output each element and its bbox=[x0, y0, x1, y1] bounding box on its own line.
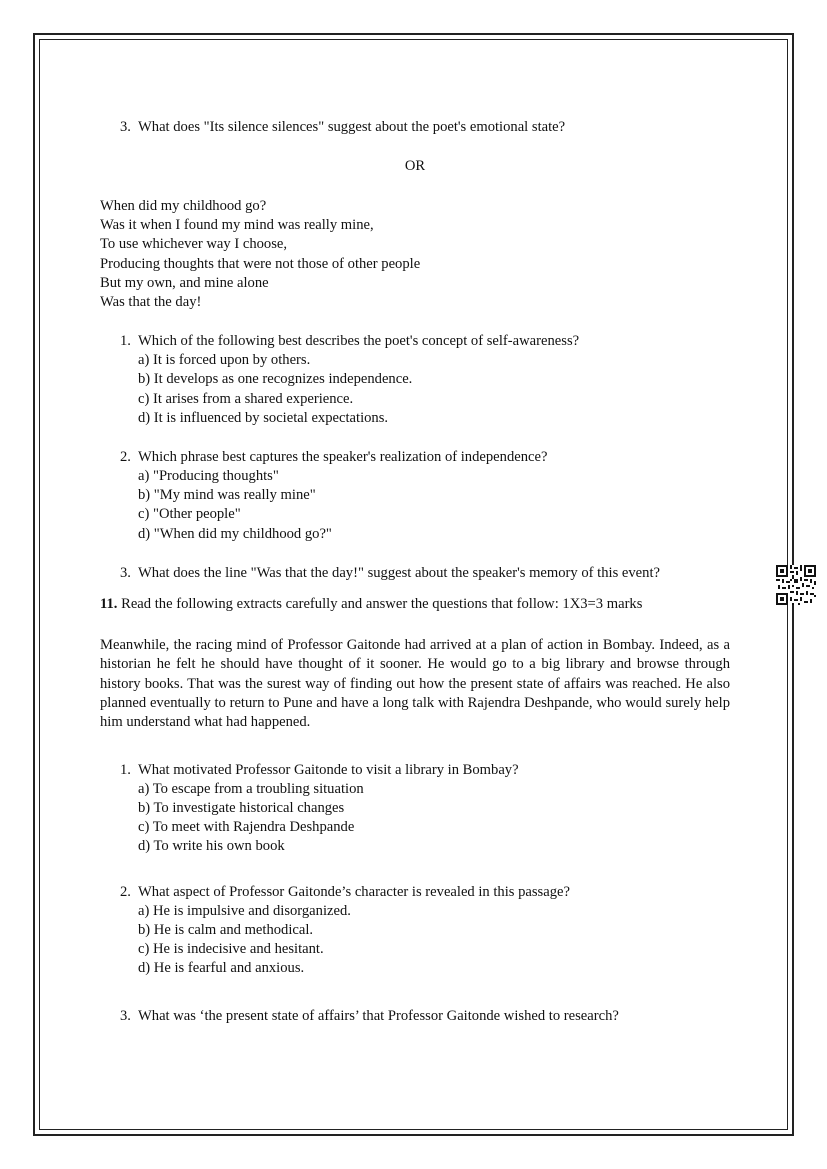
poem-line: When did my childhood go? bbox=[100, 198, 267, 214]
prose-passage: Meanwhile, the racing mind of Professor Gaitonde had arrived at a plan of action in Bombay. Indeed, as a historian he felt he should have thought of it sooner. He would go to a big library and browse through history books. That was the surest way of finding out how the present state of affairs was reached. He also planned eventually to return to Pune and have a long talk with Rajendra Deshpande, who would surely help him understand what had happened. bbox=[100, 636, 730, 731]
options-list bbox=[100, 467, 730, 544]
option: a) To escape from a troubling situation bbox=[138, 780, 364, 797]
question-number: 2. bbox=[120, 883, 131, 900]
question-number: 1. bbox=[120, 333, 131, 350]
poem-line: Producing thoughts that were not those of other people bbox=[100, 255, 421, 272]
option: c) To meet with Rajendra Deshpande bbox=[138, 819, 355, 836]
question-text: Which of the following best describes the poet's concept of self-awareness? bbox=[138, 333, 580, 350]
options-list bbox=[100, 902, 730, 979]
poem-line: To use whichever way I choose, bbox=[100, 236, 288, 253]
section-number: 11. bbox=[100, 595, 118, 612]
qr-code-icon bbox=[776, 565, 816, 605]
extract-question-3 bbox=[100, 1007, 730, 1026]
poem-line: But my own, and mine alone bbox=[100, 274, 269, 291]
option: b) "My mind was really mine" bbox=[138, 487, 316, 504]
option: b) To investigate historical changes bbox=[138, 800, 345, 817]
option: c) He is indecisive and hesitant. bbox=[138, 941, 324, 958]
poem-line: Was it when I found my mind was really mine, bbox=[100, 217, 374, 234]
question-text: What does the line "Was that the day!" suggest about the speaker's memory of this event? bbox=[138, 564, 660, 581]
section-11-heading bbox=[100, 595, 730, 614]
option: d) "When did my childhood go?" bbox=[138, 525, 332, 542]
question-number: 3. bbox=[120, 1007, 131, 1024]
question-text: What does "Its silence silences" suggest about the poet's emotional state? bbox=[138, 119, 566, 135]
poem-question-2 bbox=[100, 448, 730, 467]
poem-extract bbox=[100, 197, 730, 312]
poem-question-1 bbox=[100, 332, 730, 351]
page-content bbox=[100, 118, 730, 1026]
options-list bbox=[100, 780, 730, 857]
section-instruction: Read the following extracts carefully and answer the questions that follow: 1X3=3 marks bbox=[121, 595, 643, 612]
option: a) "Producing thoughts" bbox=[138, 468, 279, 485]
option: d) To write his own book bbox=[138, 838, 285, 855]
option: d) He is fearful and anxious. bbox=[138, 960, 305, 977]
option: a) He is impulsive and disorganized. bbox=[138, 902, 351, 919]
option: b) He is calm and methodical. bbox=[138, 921, 314, 938]
options-list bbox=[100, 351, 730, 428]
option: c) "Other people" bbox=[138, 506, 241, 523]
poem-question-3 bbox=[100, 564, 730, 583]
question-number: 1. bbox=[120, 761, 131, 778]
question-text: Which phrase best captures the speaker's realization of independence? bbox=[138, 449, 548, 466]
question-number: 2. bbox=[120, 449, 131, 466]
option: c) It arises from a shared experience. bbox=[138, 390, 354, 407]
extract-question-2 bbox=[100, 883, 730, 902]
option: a) It is forced upon by others. bbox=[138, 352, 311, 369]
question-text: What was ‘the present state of affairs’ that Professor Gaitonde wished to research? bbox=[138, 1007, 619, 1024]
question-number: 3. bbox=[120, 564, 131, 581]
extract-question-1 bbox=[100, 761, 730, 780]
or-separator: OR bbox=[404, 158, 426, 174]
option: b) It develops as one recognizes independence. bbox=[138, 371, 413, 388]
question-text: What motivated Professor Gaitonde to visit a library in Bombay? bbox=[138, 761, 519, 778]
question-text: What aspect of Professor Gaitonde’s character is revealed in this passage? bbox=[138, 883, 570, 900]
poem-line: Was that the day! bbox=[100, 294, 202, 311]
option: d) It is influenced by societal expectations. bbox=[138, 409, 389, 426]
question-prev-3 bbox=[100, 118, 730, 137]
question-number: 3. bbox=[120, 119, 131, 135]
